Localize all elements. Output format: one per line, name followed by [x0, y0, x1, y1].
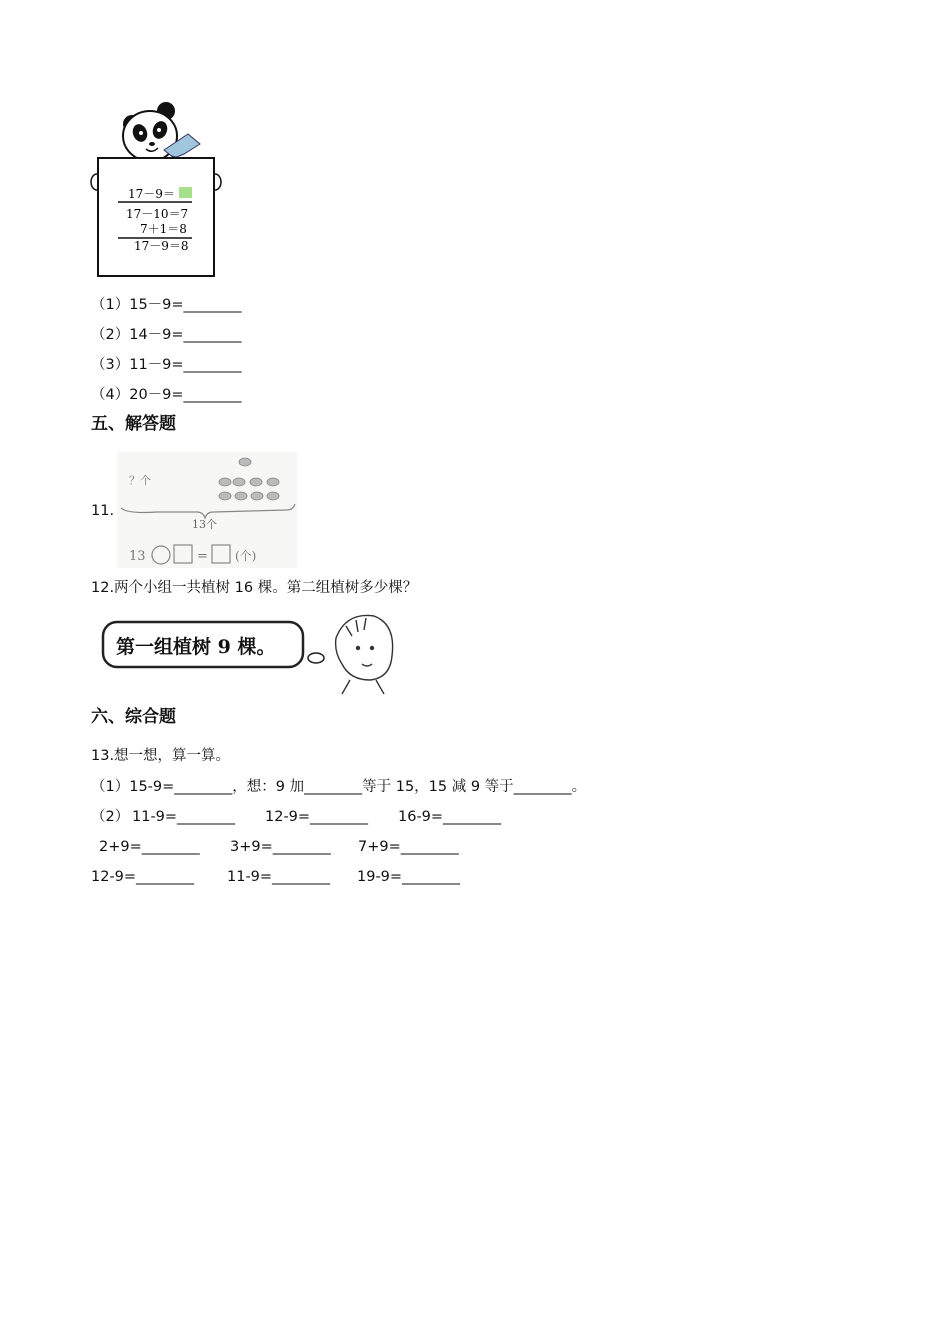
q11-figure	[117, 452, 297, 568]
board-eq-top: 17－9＝	[128, 187, 175, 201]
q13-row1-item-2: 12-9=________	[265, 809, 369, 825]
q10-item-2: （2）14－9=________	[91, 327, 242, 343]
q10-item-4: （4）20－9=________	[91, 387, 242, 403]
q13-part-1: （1）15-9=________，想：9 加________等于 15，15 减 9 等于________。	[91, 779, 587, 795]
q11-number: 11.	[91, 503, 115, 519]
q11-illustration	[117, 452, 297, 568]
q13-row1-item-3: 16-9=________	[398, 809, 502, 825]
q10-item-3: （3）11－9=________	[91, 357, 242, 373]
q13-intro: 13.想一想，算一算。	[91, 748, 231, 764]
q13-row1-item-1: 11-9=________	[132, 809, 236, 825]
section-5-title: 五、解答题	[91, 414, 176, 434]
q13-row2-item-2: 3+9=________	[230, 839, 331, 855]
q11-formula-start: 13	[129, 549, 146, 564]
svg-text:=: =	[197, 549, 208, 564]
q13-row3-item-3: 19-9=________	[357, 869, 461, 885]
bubble-text: 第一组植树 9 棵。	[116, 636, 276, 658]
q10-item-1: （1）15－9=________	[91, 297, 242, 313]
q12-figure	[100, 608, 400, 698]
board-eq-3: 17－9＝8	[134, 239, 189, 253]
panda-figure	[88, 98, 228, 282]
q13-row2-item-3: 7+9=________	[358, 839, 459, 855]
panda-illustration	[88, 98, 228, 282]
q11-total-label: 13个	[192, 518, 217, 531]
q13-row2-item-1: 2+9=________	[99, 839, 200, 855]
child-face-icon	[336, 615, 393, 694]
q11-formula-end: (个)	[235, 549, 257, 563]
q13-part-2-label: （2）	[91, 809, 130, 825]
q12-illustration	[100, 608, 400, 698]
board-eq-1: 17－10＝7	[126, 207, 189, 221]
board-eq-2: 7＋1＝8	[140, 222, 187, 236]
q11-unknown-label: ？个	[129, 474, 151, 487]
q12-text: 12.两个小组一共植树 16 棵。第二组植树多少棵？	[91, 580, 418, 596]
q13-row3-item-1: 12-9=________	[91, 869, 195, 885]
section-6-title: 六、综合题	[91, 707, 176, 727]
q13-row3-item-2: 11-9=________	[227, 869, 331, 885]
